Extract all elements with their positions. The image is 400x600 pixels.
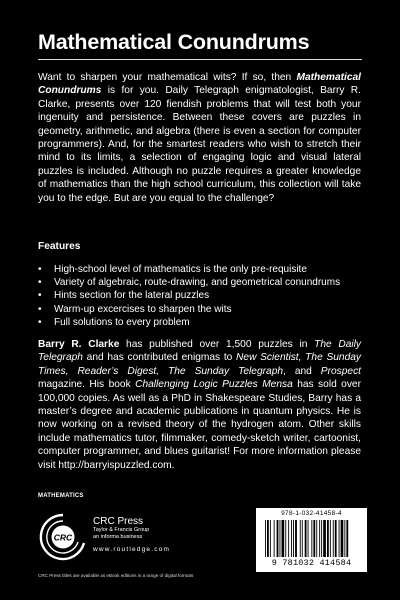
barcode-stripe — [319, 520, 320, 557]
barcode-stripe — [293, 520, 294, 557]
publisher-group: Taylor & Francis Group — [93, 527, 150, 533]
bio-text: , and — [283, 365, 321, 377]
intro-text-1: Want to sharpen your mathematical wits? If so, then — [38, 72, 297, 83]
bio-text: and has contributed enigmas to — [82, 352, 237, 364]
subject-category: MATHEMATICS — [38, 493, 84, 499]
barcode-stripe — [291, 520, 292, 557]
barcode-stripe — [300, 520, 301, 557]
barcode-stripe — [321, 520, 322, 557]
intro-text-2: is for you. Daily Telegraph enigmatologist, Barry R. Clarke, presents over 120 fiendish problems that will test both your ingenuity and persistence. Between these covers are puzzles in geometry, arithmetic, and algebra (there is even a section for computer programmers). And, for the smartest readers who wish to stretch their mind to its limits, a selection of engaging logic and visual lateral puzzles is included. Although no puzzle requires a greater knowledge of mathematics than the high school curriculum, this collection will take you to the edge. But are you equal to the challenge? — [38, 85, 361, 204]
barcode-stripe — [308, 520, 309, 557]
barcode-stripe — [339, 520, 340, 557]
bio-text: magazine. His book — [38, 379, 136, 391]
logo-lettering: CRC — [53, 532, 73, 543]
features-heading: Features — [38, 241, 81, 252]
features-list — [38, 263, 368, 329]
bio-book-title: Challenging Logic Puzzles Mensa — [135, 379, 293, 391]
barcode-stripe — [302, 520, 303, 557]
intro-book-title: Mathematical Conundrums — [38, 72, 361, 97]
feature-item: • High-school level of mathematics is the only pre-requisite — [38, 263, 368, 276]
intro-paragraph — [38, 71, 361, 205]
barcode-stripe — [270, 520, 271, 557]
crc-press-logo — [38, 512, 88, 564]
ebook-note: CRC Press titles are available as eBook editions in a range of digital formats — [38, 573, 194, 578]
barcode-stripe — [333, 520, 334, 557]
barcode-stripe — [295, 520, 297, 557]
barcode-stripe — [330, 520, 331, 557]
bio-text: has published over 1,500 puzzles in — [119, 339, 315, 350]
crc-logo-icon — [38, 512, 88, 564]
barcode-stripe — [274, 520, 275, 557]
barcode-stripe — [313, 520, 315, 557]
barcode-stripe — [341, 520, 344, 557]
feature-item: • Hints section for the lateral puzzles — [38, 289, 368, 302]
barcode-stripe — [277, 520, 279, 557]
title-divider — [38, 59, 362, 60]
barcode-stripe — [327, 520, 329, 557]
barcode-stripe — [265, 520, 266, 557]
feature-item: • Variety of algebraic, route-drawing, and geometrical conundrums — [38, 276, 368, 289]
publisher-block — [93, 517, 170, 555]
publisher-url: www.routledge.com — [93, 546, 171, 553]
barcode-stripe — [267, 520, 269, 557]
barcode-bars — [265, 520, 358, 557]
author-name: Barry R. Clarke — [38, 339, 120, 350]
isbn-barcode — [256, 508, 367, 572]
barcode-stripe — [346, 520, 348, 557]
barcode-stripe — [316, 520, 317, 557]
feature-item: • Warm-up excercises to sharpen the wits — [38, 303, 368, 316]
book-title: Mathematical Conundrums — [38, 30, 310, 54]
publisher-tagline: an informa business — [93, 533, 143, 540]
barcode-stripe — [282, 520, 285, 557]
publisher-name: CRC Press — [93, 516, 144, 527]
barcode-stripe — [288, 520, 289, 557]
barcode-stripe — [280, 520, 281, 557]
isbn-number: 978-1-032-41458-4 — [281, 510, 342, 517]
barcode-stripe — [323, 520, 326, 557]
barcode-stripe — [311, 520, 312, 557]
author-bio — [38, 338, 361, 472]
barcode-stripe — [335, 520, 337, 557]
barcode-stripe — [344, 520, 345, 557]
feature-item: • Full solutions to every problem — [38, 316, 368, 329]
barcode-stripe — [285, 520, 286, 557]
bio-publication: Prospect — [320, 365, 361, 377]
bio-text: has sold over 100,000 copies. As well as a PhD in Shakespeare Studies, Barry has a master’s degree and academic publications in quantum physics. He is now working on a revised theory of the hydrogen atom. Other skills include mathematics tutor, filmmaker, comedy-sketch writer, cartoonist, computer programmer, and blues guitarist! For more information please visit http://barryispuzzled.com. — [38, 379, 361, 471]
bio-publication: New Scientist, The Sunday Times, Reader’s Digest, The Sunday Telegraph — [38, 352, 361, 377]
barcode-digits: 9 781032 414584 — [271, 558, 352, 568]
barcode-stripe — [305, 520, 307, 557]
bio-publication: The Daily Telegraph — [38, 339, 361, 364]
